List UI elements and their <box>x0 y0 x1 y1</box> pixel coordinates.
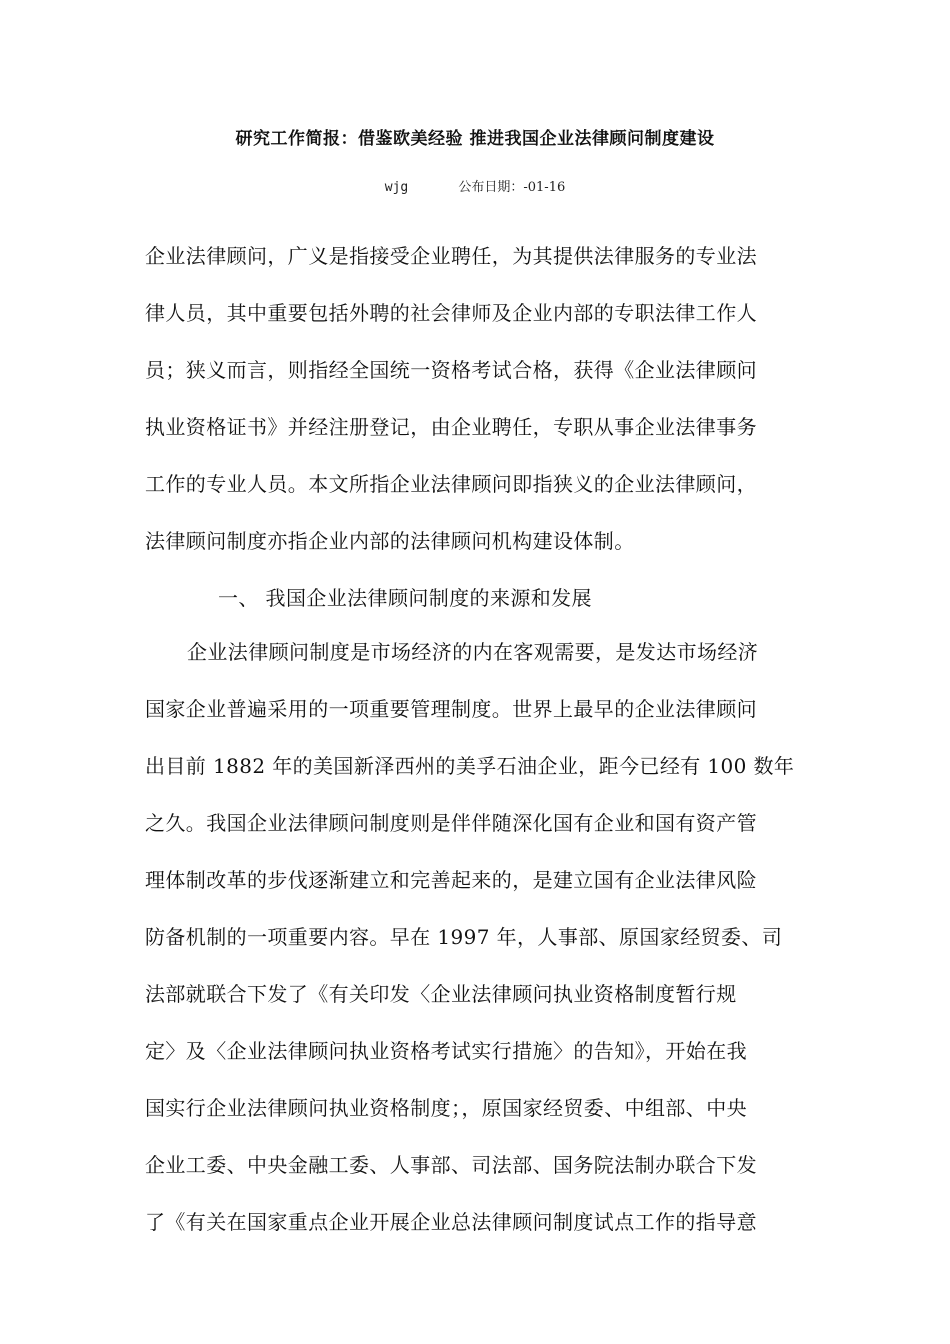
paragraph-line: 防备机制的一项重要内容。早在 1997 年，人事部、原国家经贸委、司 <box>145 925 783 949</box>
paragraph-line: 企业法律顾问制度是市场经济的内在客观需要，是发达市场经济 <box>187 640 759 664</box>
paragraph-line: 企业工委、中央金融工委、人事部、司法部、国务院法制办联合下发 <box>145 1153 757 1177</box>
paragraph-line: 了《有关在国家重点企业开展企业总法律顾问制度试点工作的指导意 <box>145 1210 757 1234</box>
section-heading: 一、 我国企业法律顾问制度的来源和发展 <box>218 586 592 610</box>
paragraph-line: 律人员，其中重要包括外聘的社会律师及企业内部的专职法律工作人 <box>145 301 757 325</box>
paragraph-line: 定〉及〈企业法律顾问执业资格考试实行措施〉的告知》，开始在我 <box>145 1039 747 1063</box>
paragraph-line: 执业资格证书》并经注册登记，由企业聘任，专职从事企业法律事务 <box>145 415 757 439</box>
author-name: wjg <box>384 180 409 195</box>
document-title: 研究工作简报：借鉴欧美经验 推进我国企业法律顾问制度建设 <box>235 129 715 149</box>
paragraph-line: 企业法律顾问，广义是指接受企业聘任，为其提供法律服务的专业法 <box>145 244 757 268</box>
paragraph-line: 出目前 1882 年的美国新泽西州的美孚石油企业，距今已经有 100 数年 <box>145 754 795 778</box>
paragraph-line: 之久。我国企业法律顾问制度则是伴伴随深化国有企业和国有资产管 <box>145 811 757 835</box>
paragraph-line: 法律顾问制度亦指企业内部的法律顾问机构建设体制。 <box>145 529 635 553</box>
document-meta <box>0 178 950 198</box>
paragraph-line: 法部就联合下发了《有关印发〈企业法律顾问执业资格制度暂行规 <box>145 982 737 1006</box>
paragraph-line: 理体制改革的步伐逐渐建立和完善起来的，是建立国有企业法律风险 <box>145 868 757 892</box>
paragraph-line: 国实行企业法律顾问执业资格制度；，原国家经贸委、中组部、中央 <box>145 1096 747 1120</box>
publish-date: 公布日期：-01-16 <box>458 180 566 195</box>
paragraph-line: 国家企业普遍采用的一项重要管理制度。世界上最早的企业法律顾问 <box>145 697 757 721</box>
paragraph-line: 工作的专业人员。本文所指企业法律顾问即指狭义的企业法律顾问， <box>145 472 757 496</box>
paragraph-line: 员；狭义而言，则指经全国统一资格考试合格，获得《企业法律顾问 <box>145 358 757 382</box>
